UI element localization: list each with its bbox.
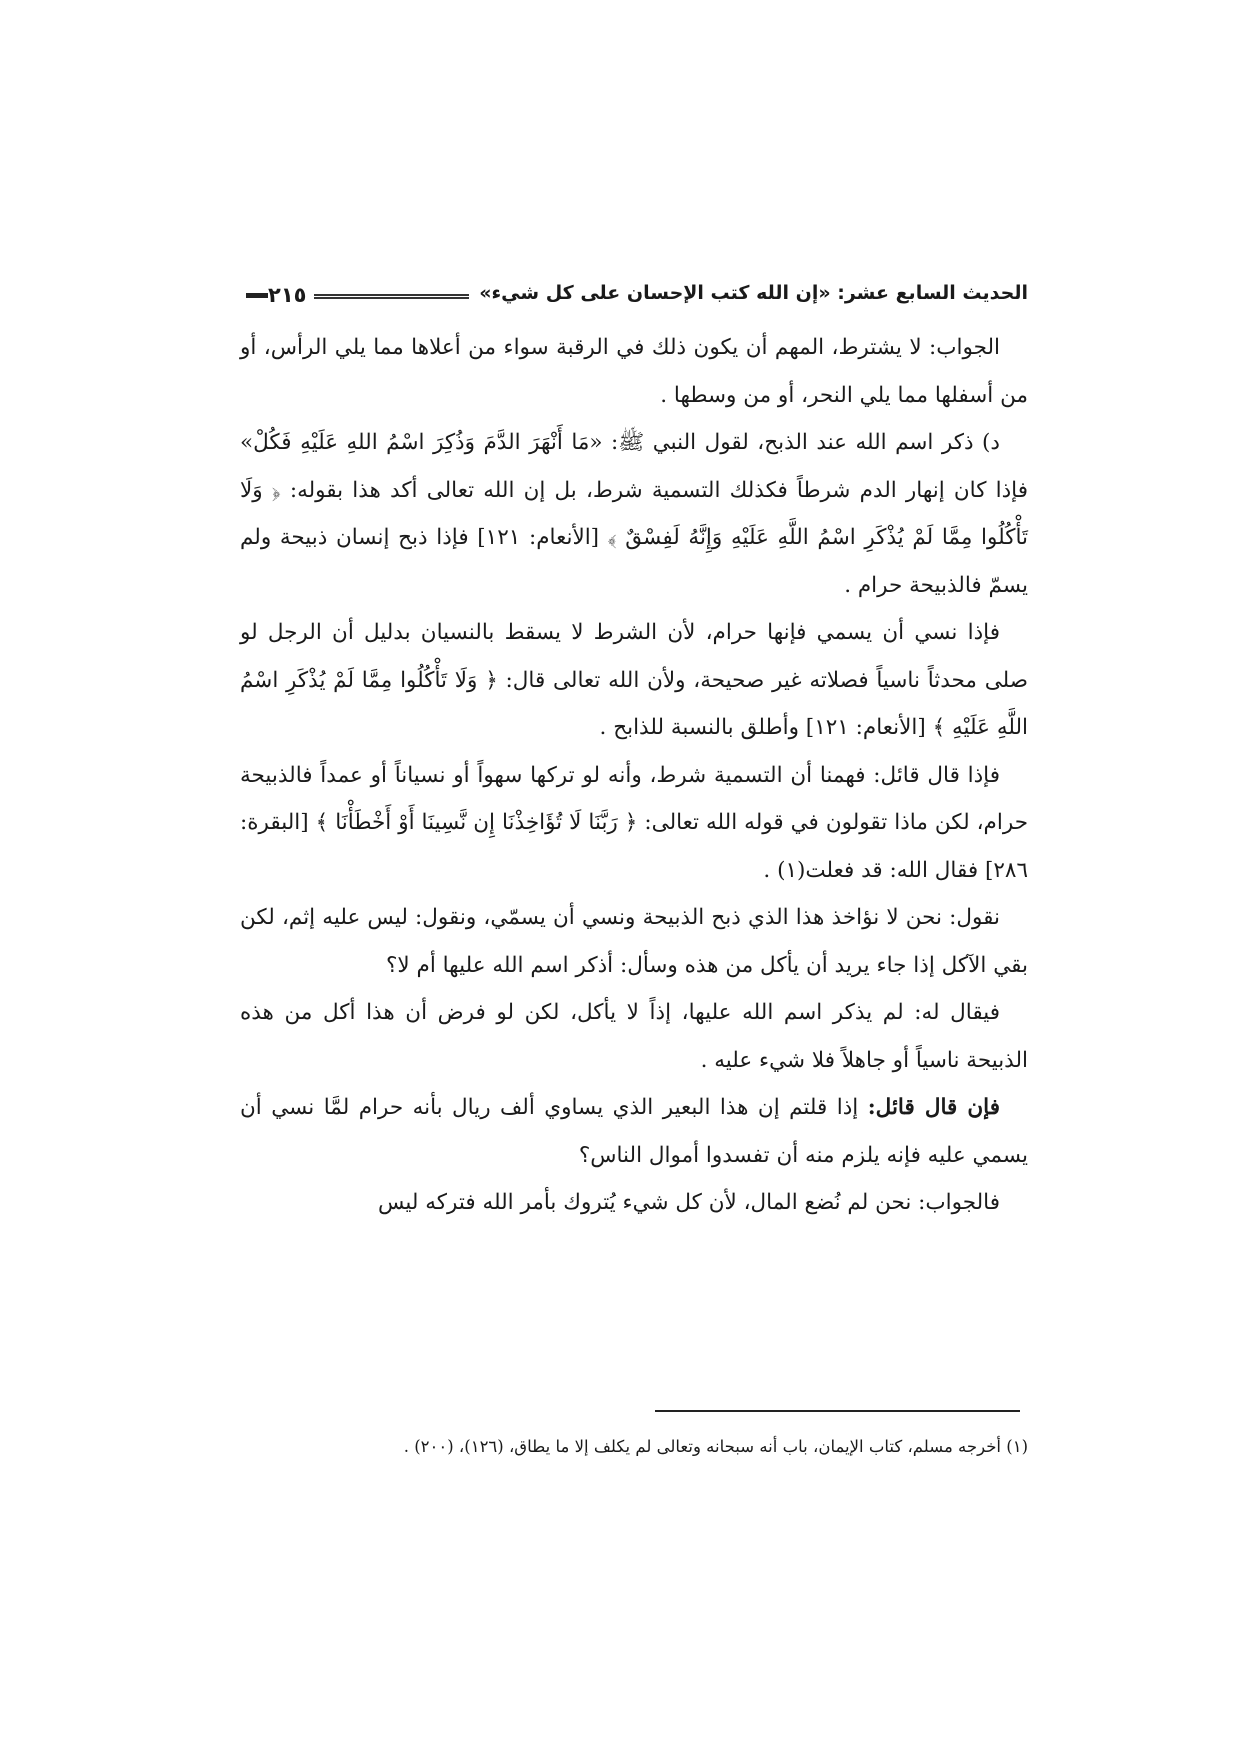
page-number-bar — [246, 293, 268, 298]
footnote: (١) أخرجه مسلم، كتاب الإيمان، باب أنه سبحانه وتعالى لم يكلف إلا ما يطاق، (١٢٦)، (٢٠٠) . — [403, 1437, 1028, 1456]
running-header — [240, 268, 1028, 310]
paragraph-7-rest: إذا قلتم إن هذا البعير الذي يساوي ألف ريال بأنه حرام لمَّا نسي أن يسمي عليه فإنه يلزم منه أن تفسدوا أموال الناس؟ — [240, 1095, 1028, 1168]
paragraph-3: فإذا نسي أن يسمي فإنها حرام، لأن الشرط لا يسقط بالنسيان بدليل أن الرجل لو صلى محدثاً ناسياً فصلاته غير صحيحة، ولأن الله تعالى قال: ﴿ وَلَا تَأْكُلُوا مِمَّا لَمْ يُذْكَرِ اسْمُ اللَّهِ عَلَيْهِ ﴾ [الأنعام: ١٢١] وأطلق بالنسبة للذابح . — [240, 620, 1028, 740]
paragraph-8: فالجواب: نحن لم نُضع المال، لأن كل شيء يُتروك بأمر الله فتركه ليس — [377, 1190, 1000, 1215]
paragraph-4: فإذا قال قائل: فهمنا أن التسمية شرط، وأنه لو تركها سهواً أو نسياناً أو عمداً فالذبيحة حرام، لكن ماذا تقولون في قوله الله تعالى: ﴿ رَبَّنَا لَا تُؤَاخِذْنَا إِن نَّسِينَا أَوْ أَخْطَأْنَا ﴾ [البقرة: ٢٨٦] فقال الله: قد فعلت(١) . — [240, 762, 1028, 883]
paragraph-2: د) ذكر اسم الله عند الذبح، لقول النبي ﷺ: «مَا أَنْهَرَ الدَّمَ وَذُكِرَ اسْمُ اللهِ عَلَيْهِ فَكُلْ» فإذا كان إنهار الدم شرطاً فكذلك التسمية شرط، بل إن الله تعالى أكد هذا بقوله: ﴿ وَلَا تَأْكُلُوا مِمَّا لَمْ يُذْكَرِ اسْمُ اللَّهِ عَلَيْهِ وَإِنَّهُ لَفِسْقٌ ﴾ [الأنعام: ١٢١] فإذا ذبح إنسان ذبيحة ولم يسمّ فالذبيحة حرام . — [240, 430, 1029, 598]
paragraph-5: نقول: نحن لا نؤاخذ هذا الذي ذبح الذبيحة ونسي أن يسمّي، ونقول: ليس عليه إثم، لكن بقي الآكل إذا جاء يريد أن يأكل من هذه وسأل: أذكر اسم الله عليها أم لا؟ — [240, 905, 1028, 978]
paragraph-7 — [240, 1084, 1028, 1179]
body-text — [240, 324, 1028, 1227]
header-title: الحديث السابع عشر: «إن الله كتب الإحسان على كل شيء» — [479, 282, 1028, 304]
bold-lead: فإن قال قائل: — [867, 1095, 1000, 1120]
paragraph-1: الجواب: لا يشترط، المهم أن يكون ذلك في الرقبة سواء من أعلاها مما يلي الرأس، أو من أسفلها مما يلي النحر، أو من وسطها . — [240, 335, 1028, 408]
page-number: ٢١٥ — [240, 283, 314, 310]
page-body — [240, 268, 1028, 1227]
footnote-rule — [655, 1410, 1020, 1412]
header-rule — [314, 294, 469, 300]
paragraph-6: فيقال له: لم يذكر اسم الله عليها، إذاً لا يأكل، لكن لو فرض أن هذا أكل من هذه الذبيحة ناسياً أو جاهلاً فلا شيء عليه . — [240, 1000, 1028, 1073]
